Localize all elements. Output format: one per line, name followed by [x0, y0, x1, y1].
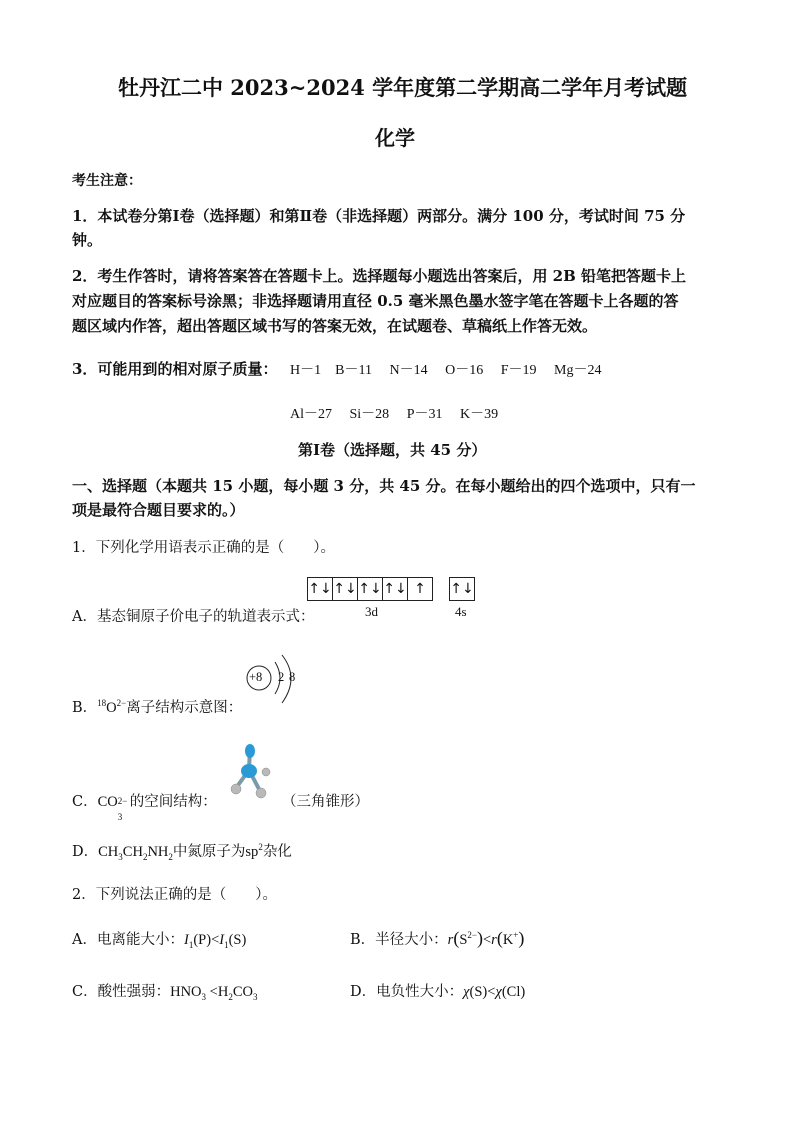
q1-b-mass: 18 [97, 698, 107, 709]
q2-b-lt: < [482, 932, 492, 948]
mass-o: O－16 [445, 363, 484, 378]
q2-c-co: CO [232, 984, 253, 1000]
orbital-3d-label: 3d [365, 604, 378, 619]
q2-c-sub-c: 3 [252, 991, 258, 1002]
atomic-mass-row-2 [290, 403, 498, 423]
q1-c-ion: CO [97, 794, 118, 810]
q2-b-r2: r [491, 932, 497, 948]
orbital-3d-4: ↑↓ [382, 577, 408, 601]
section-title: 第Ⅰ卷（选择题，共 45 分） [298, 441, 487, 459]
section-instructions-line-1: 一、选择题（本题共 15 小题，每小题 3 分，共 45 分。在每小题给出的四个选项中，只有一 [72, 477, 696, 495]
section-instructions-line-2: 项是最符合题目要求的。） [72, 501, 245, 519]
q1-option-a: A．基态铜原子价电子的轨道表示式： [72, 609, 315, 625]
orbital-3d-boxes [308, 577, 433, 601]
q2-c-sub-a: 3 [201, 991, 207, 1002]
atomic-mass-label: 3．可能用到的相对原子质量： [72, 360, 278, 378]
mass-n: N－14 [389, 363, 428, 378]
ion-shell-1-count: 2 [278, 670, 285, 684]
atomic-mass-row-1 [290, 359, 601, 379]
q2-option-d [350, 980, 525, 1001]
notice-item-1-line-2: 钟。 [72, 231, 103, 249]
q2-d-arg-1: (S) [469, 984, 488, 1000]
q1-d-ch3: CH [98, 844, 119, 860]
q2-option-b [350, 928, 524, 949]
ion-nucleus-charge: +8 [249, 670, 263, 684]
q1-b-suffix: 离子结构示意图： [126, 700, 243, 716]
q2-d-arg-2: (Cl) [501, 984, 526, 1000]
q2-b-ion-2: K [502, 932, 514, 948]
q2-a-arg-2: (S) [228, 932, 247, 948]
q1-c-prefix: C． [72, 794, 98, 810]
q2-a-arg-1: (P) [193, 932, 212, 948]
notice-item-1-line-1: 1．本试卷分第Ⅰ卷（选择题）和第Ⅱ卷（非选择题）两部分。满分 100 分，考试时间 75 分 [72, 207, 686, 225]
mass-h: H－1 [290, 363, 322, 378]
notice-heading: 考生注意： [72, 173, 142, 189]
outer-atom-right [256, 788, 266, 798]
q1-d-sp-sup: 2 [258, 842, 263, 853]
q2-d-chi-1: χ [463, 984, 470, 1000]
q1-option-d [72, 840, 292, 862]
notice-item-2-line-3: 题区域内作答，超出答题区域书写的答案无效，在试题卷、草稿纸上作答无效。 [72, 317, 598, 335]
outer-atom-left [231, 784, 241, 794]
notice-item-2-line-1: 2．考生作答时，请将答案答在答题卡上。选择题每小题选出答案后，用 2B 铅笔把答题卡上 [72, 267, 687, 285]
q1-stem: 1．下列化学用语表示正确的是（ ）。 [72, 540, 335, 556]
outer-atom-back [262, 768, 270, 776]
mass-f: F－19 [500, 363, 537, 378]
q2-b-r1: r [447, 932, 454, 948]
orbital-4s-label: 4s [455, 604, 467, 619]
q1-b-symbol: O [106, 700, 117, 716]
q2-a-sub-1: 1 [188, 939, 194, 950]
q2-c-sub-b: 2 [228, 991, 233, 1002]
q1-b-charge: 2− [116, 698, 127, 709]
mass-mg: Mg－24 [554, 363, 602, 378]
q2-stem: 2．下列说法正确的是（ ）。 [72, 887, 277, 903]
central-atom [241, 764, 257, 778]
lone-pair [245, 744, 255, 758]
q1-d-sp: sp [245, 844, 259, 860]
q2-option-c [72, 980, 257, 1002]
q1-c-subscript: 3 [117, 812, 123, 822]
q2-b-rparen-1: ) [476, 928, 483, 948]
orbital-3d-2: ↑↓ [332, 577, 358, 601]
q2-b-ion-1: S [459, 932, 468, 948]
q2-b-lparen-1: ( [453, 928, 460, 948]
orbital-4s-1: ↑↓ [449, 577, 475, 601]
q1-b-prefix: B． [72, 700, 98, 716]
q2-a-sub-2: 1 [224, 939, 229, 950]
orbital-3d-5: ↑ [407, 577, 433, 601]
q2-a-lt: < [211, 932, 220, 948]
mass-al: Al－27 [290, 407, 332, 422]
q1-d-prefix: D． [72, 844, 99, 860]
orbital-4s-boxes [450, 577, 475, 601]
exam-title: 牡丹江二中 2023~2024 学年度第二学期高二学年月考试题 [118, 75, 688, 100]
mass-si: Si－28 [349, 407, 390, 422]
q1-d-end: 杂化 [262, 844, 292, 860]
q2-b-text: B．半径大小： [350, 932, 448, 948]
q2-c-hno: HNO [170, 984, 202, 1000]
q1-d-sub-1: 3 [118, 851, 123, 862]
q1-d-nh2: NH [147, 844, 169, 860]
q1-d-sub-2: 2 [142, 851, 148, 862]
orbital-3d-3: ↑↓ [357, 577, 383, 601]
mass-b: B－11 [335, 363, 372, 378]
q2-d-chi-2: χ [495, 984, 502, 1000]
q1-d-middle: 中氮原子为 [172, 844, 246, 860]
q2-a-i1: I [183, 932, 189, 948]
q2-d-lt: < [487, 984, 496, 1000]
ion-shell-2-count: 8 [289, 670, 296, 684]
q2-c-lt-h: <H [206, 984, 229, 1000]
q2-c-text: C．酸性强弱： [72, 984, 171, 1000]
q2-option-a [72, 928, 246, 950]
q2-d-text: D．电负性大小： [350, 984, 464, 1000]
q1-d-sub-3: 2 [168, 851, 173, 862]
q1-option-b [72, 696, 242, 717]
orbital-3d-1: ↑↓ [307, 577, 333, 601]
q2-b-lparen-2: ( [496, 928, 503, 948]
notice-item-2-line-2: 对应题目的答案标号涂黑；非选择题请用直径 0.5 毫米黑色墨水签字笔在答题卡上各题的答 [72, 292, 679, 310]
q1-c-note: （三角锥形） [282, 794, 369, 810]
q2-a-i2: I [219, 932, 225, 948]
q1-d-ch2: CH [122, 844, 143, 860]
mass-k: K－39 [459, 407, 499, 422]
q2-b-sup-1: 2− [467, 930, 477, 941]
molecule-model-icon [230, 738, 276, 802]
q2-b-rparen-2: ) [518, 928, 525, 948]
mass-p: P－31 [406, 407, 443, 422]
q1-c-suffix: 的空间结构： [129, 794, 217, 810]
q1-c-charge: 2− [117, 796, 128, 806]
subject-title: 化学 [375, 126, 415, 150]
q1-option-c [72, 790, 217, 822]
q2-b-sup-2: + [513, 930, 519, 941]
q2-a-text: A．电离能大小： [72, 932, 184, 948]
